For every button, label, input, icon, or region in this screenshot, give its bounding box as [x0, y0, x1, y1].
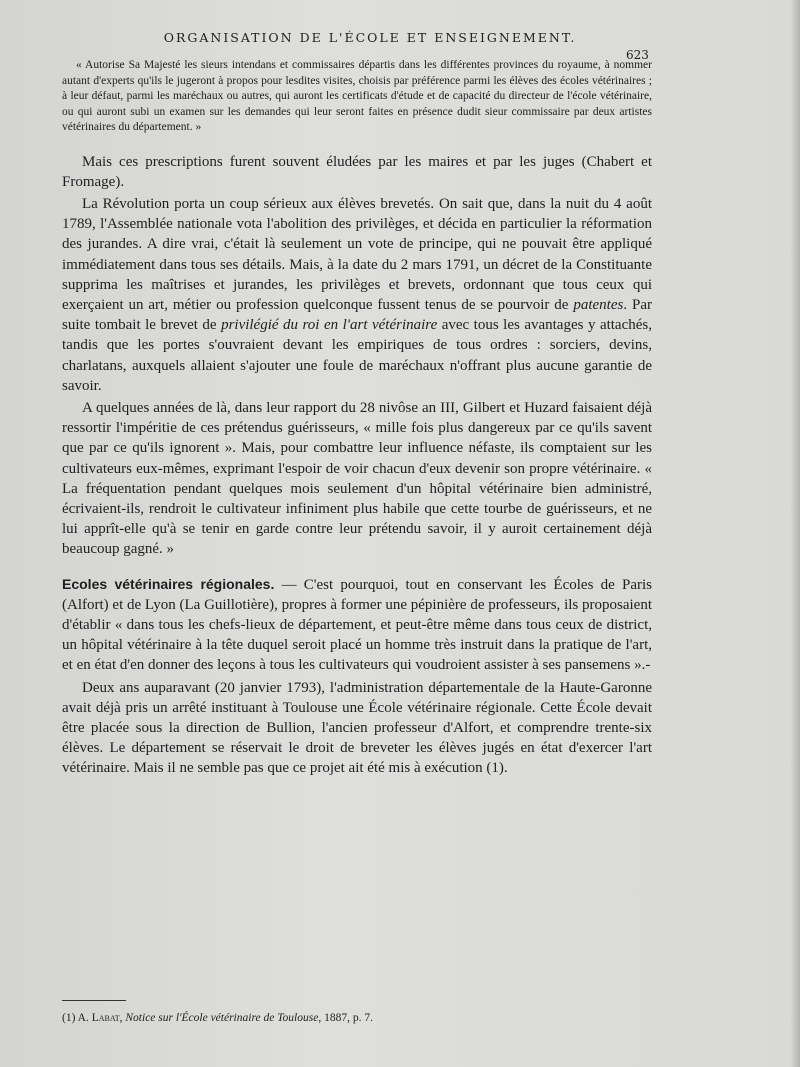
paragraph-1: Mais ces prescriptions furent souvent éludées par les maires et par les juges (Chabert et Fromage).: [62, 153, 652, 190]
section-title: Ecoles vétérinaires régionales.: [62, 575, 275, 592]
paragraph-5: Deux ans auparavant (20 janvier 1793), l'administration départementale de la Haute-Garonne avait déjà pris un arrêté instituant à Toulouse une École vétérinaire régionale. Cette École devait être placée sous la direction de Bullion, l'ancien professeur d'Alfort, et comprendre trente-six élèves. Le département se réservait le droit de breveter les élèves jugés en état d'exercer l'art vétérinaire. Mais il ne semble pas que ce projet ait été mis à exécution (1).: [62, 679, 652, 777]
footnote: [62, 1012, 652, 1024]
footnote-title: Notice sur l'École vétérinaire de Toulouse: [125, 1012, 319, 1024]
page-body: [62, 58, 652, 781]
footnote-separator: ,: [119, 1012, 126, 1024]
section-gap: [62, 562, 652, 574]
paragraph-2: [62, 194, 652, 396]
page-number: 623: [626, 48, 649, 62]
footnote-rest: , 1887, p. 7.: [318, 1012, 373, 1024]
paragraph-2-text-a: La Révolution porta un coup sérieux aux élèves brevetés. On sait que, dans la nuit du 4 août 1789, l'Assemblée nationale vota l'abolition des privilèges, et décida en particulier la réformation des jurandes. A dire vrai, c'était là seulement un vote de principe, qui ne pouvait être appliqué immédiatement dans tous ses détails. Mais, à la date du 2 mars 1791, un décret de la Constituante supprima les maîtrises et jurandes, les privilèges et brevets, ordonnant que tous ceux qui exerçaient un art, métier ou profession quelconque fussent tenus de se pourvoir de: [62, 195, 652, 313]
footnote-author: Labat: [91, 1012, 120, 1024]
paragraph-2-italic-privilege: privilégié du roi en l'art vétérinaire: [221, 317, 438, 334]
paragraph-4-text: — C'est pourquoi, tout en conservant les Écoles de Paris (Alfort) et de Lyon (La Guillotière), propres à former une pépinière de professeurs, ils proposaient d'établir « dans tous les chefs-lieux de département, et peut-être même dans tous ceux de district, un hôpital vétérinaire à la tête duquel seroit placé un homme très instruit dans la pratique de l'art, et en état d'en donner des leçons à tous les cultivateurs qui voudroient assister à ses pansemens ».-: [62, 576, 652, 674]
paragraph-2-text-c: avec tous les avantages y attachés, tandis que les portes s'ouvraient devant les empiriques de tous ordres : sorciers, devins, charlatans, auxquels allaient s'ajouter une foule de maréchaux n'offrant plus aucune garantie de savoir.: [62, 317, 652, 394]
paragraph-2-italic-patentes: patentes: [573, 296, 624, 313]
footnote-rule: [62, 1000, 126, 1001]
quoted-ordinance: « Autorise Sa Majesté les sieurs intendans et commissaires départis dans les différentes provinces du royaume, à nommer autant d'experts qu'ils le jugeront à propos pour lesdites visites, choisis par préférence parmi les élèves des écoles vétérinaires ; à leur défaut, parmi les maréchaux ou autres, qui auront les certificats d'étude et de capacité du directeur de l'école vétérinaire, ou qui auront subi un examen sur les demandes qui leur seront faites en présence dudit sieur commissaire par deux artistes vétérinaires du département. »: [62, 59, 652, 133]
running-head: ORGANISATION DE L'ÉCOLE ET ENSEIGNEMENT.: [163, 30, 577, 45]
paragraph-4: [62, 574, 652, 676]
footnote-marker: (1) A.: [62, 1012, 92, 1024]
paragraph-3: A quelques années de là, dans leur rapport du 28 nivôse an III, Gilbert et Huzard faisaient déjà ressortir l'impéritie de ces prétendus guérisseurs, « mille fois plus dangereux par ce qu'ils savent que par ce qu'ils ignorent ». Mais, pour combattre leur influence néfaste, ils comptaient sur les cultivateurs eux-mêmes, exprimant l'espoir de voir chacun d'eux devenir son propre vétérinaire. « La fréquentation pendant quelques mois seulement d'un hôpital vétérinaire bien administré, écrivaient-ils, rendroit le cultivateur infiniment plus habile que cette tourbe de guérisseurs, et ne lui apprît-elle qu'à se tenir en garde contre leur prétendu savoir, il y auroit certainement déjà beaucoup gagné. »: [62, 399, 652, 558]
page-edge-shadow: [790, 0, 800, 1067]
paragraph-2-text-b: . Par suite tombait le brevet de: [62, 296, 652, 334]
